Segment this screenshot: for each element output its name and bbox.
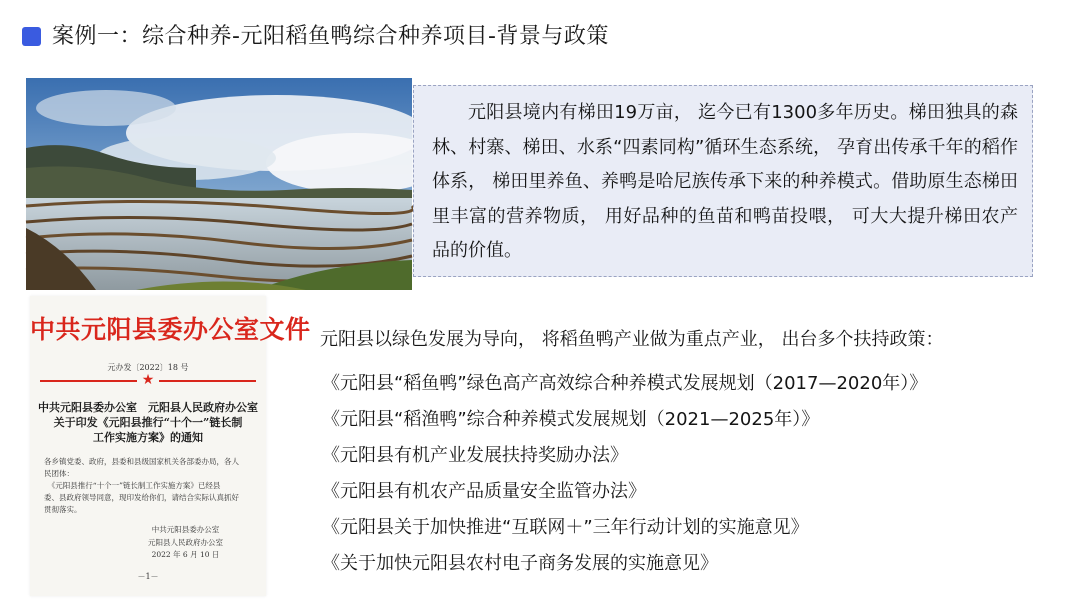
policy-item: 《元阳县有机农产品质量安全监管办法》 xyxy=(322,481,646,502)
policy-item: 《关于加快元阳县农村电子商务发展的实施意见》 xyxy=(322,553,718,574)
document-heading: 中共元阳县委办公室 元阳县人民政府办公室 关于印发《元阳县推行“十个一”链长制 工作实施方案》的通知 xyxy=(38,401,258,444)
policy-item: 《元阳县关于加快推进“互联网＋”三年行动计划的实施意见》 xyxy=(322,517,809,538)
slide-title: 案例一：综合种养-元阳稻鱼鸭综合种养项目-背景与政策 xyxy=(52,24,609,49)
policy-list xyxy=(322,366,927,582)
document-signature: 中共元阳县委办公室 元阳县人民政府办公室 2022 年 6 月 10 日 xyxy=(148,525,223,559)
policy-intro: 元阳县以绿色发展为导向， 将稻鱼鸭产业做为重点产业， 出台多个扶持政策： xyxy=(320,329,944,350)
terrace-photo xyxy=(26,78,412,290)
intro-paragraph: 元阳县境内有梯田19万亩， 迄今已有1300多年历史。梯田独具的森林、村寨、梯田、水系“四素同构”循环生态系统， 孕育出传承千年的稻作体系， 梯田里养鱼、养鸭是哈尼族传承下来的种养模式。借助原生态梯田里丰富的营养物质， 用好品种的鱼苗和鸭苗投喂， 可大大提升梯田农产品的价值。 xyxy=(432,102,1018,261)
policy-document-image xyxy=(30,296,311,596)
intro-text-box xyxy=(413,85,1033,277)
document-header: 中共元阳县委办公室文件 xyxy=(30,315,311,344)
document-body: 各乡镇党委、政府，县委和县级国家机关各部委办局，各人 民团体： 《元阳县推行“十个一”链长制工作实施方案》已经县 委、县政府领导同意，现印发给你们，请结合实际认真抓好 贯彻落实。 xyxy=(44,457,239,514)
document-number: 元办发〔2022〕18 号 xyxy=(107,363,189,372)
document-star-icon: ★ xyxy=(30,372,266,388)
document-page-number: －1－ xyxy=(137,572,159,581)
policy-item: 《元阳县“稻渔鸭”综合种养模式发展规划（2021—2025年）》 xyxy=(322,409,820,430)
title-marker xyxy=(22,27,41,46)
policy-item: 《元阳县有机产业发展扶持奖励办法》 xyxy=(322,445,628,466)
policy-item: 《元阳县“稻鱼鸭”绿色高产高效综合种养模式发展规划（2017—2020年）》 xyxy=(322,373,928,394)
terrace-landscape-image xyxy=(26,78,412,290)
